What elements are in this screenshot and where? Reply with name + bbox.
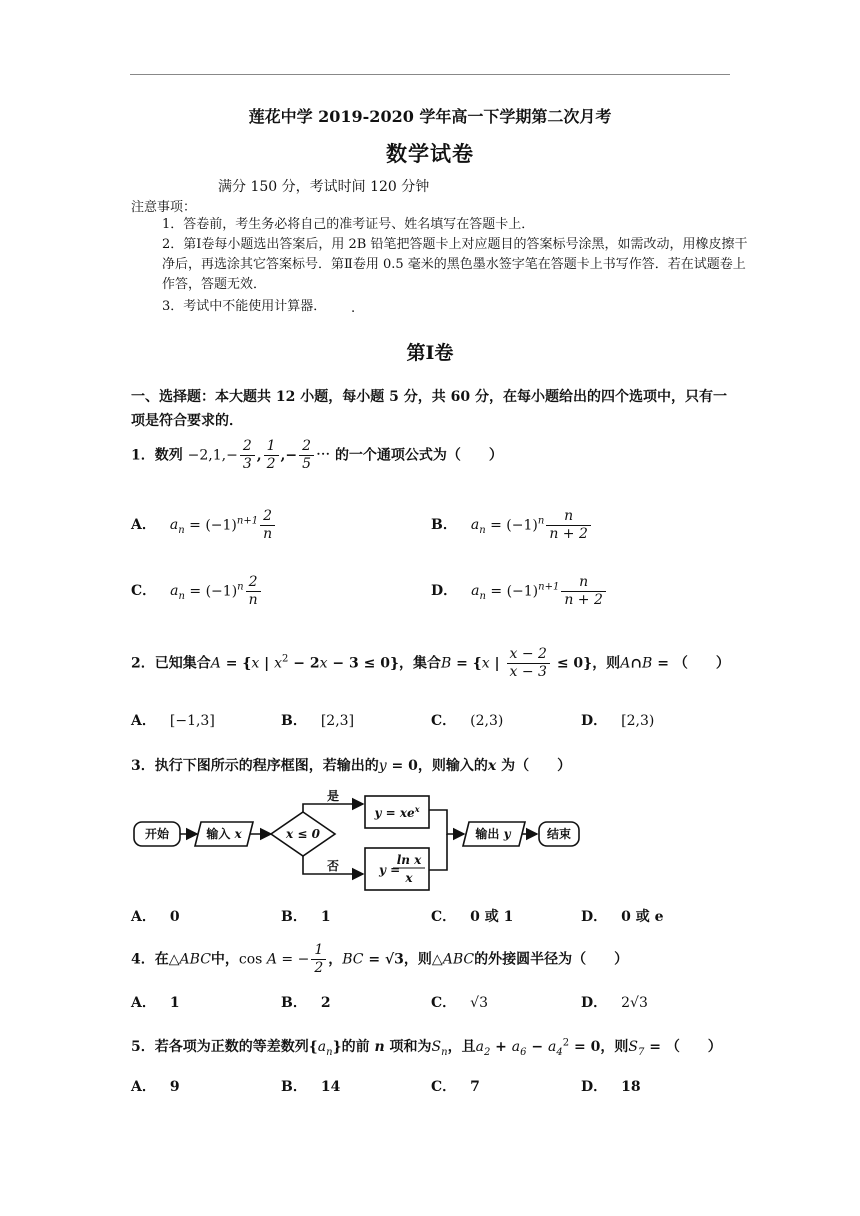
q2-option-b[interactable]: B． [2,3] <box>281 713 355 729</box>
flow-output-label: 输出 <box>475 827 500 841</box>
svg-text:y =: y = <box>379 863 401 877</box>
header-rule <box>130 74 730 75</box>
q4-option-a[interactable]: A． 1 <box>131 995 180 1011</box>
q3-option-b[interactable]: B． 1 <box>281 909 331 925</box>
flow-condition-label: x ≤ 0 <box>286 827 320 841</box>
question-4: 4．在△ABC中，cos A = − $\frac{1}{2}$ ，BC = √3，则△ABC的外接圆半径为（ ） <box>131 942 629 976</box>
q1-option-c[interactable]: C． $a_n = (-1)^n$ $\frac{2}{n}$ <box>131 574 263 609</box>
note-item: 2．第Ⅰ卷每小题选出答案后，用 2B 铅笔把答题卡上对应题目的答案标号涂黑，如需改动，用橡皮擦干净后，再选涂其它答案标号．第Ⅱ卷用 0.5 毫米的黑色墨水签字笔在答题卡上书写作答．若在试题卷上作答，答题无效． <box>162 237 748 292</box>
q5-option-c[interactable]: C． 7 <box>431 1079 480 1095</box>
question-2: 2．已知集合A = {x | $x^2 - 2x - 3 \le 0$}，集合B = {x | $\frac{x - 2}{x - 3}$ ≤ 0}，则A∩B = （ ） <box>131 646 730 680</box>
svg-text:y = xex: $y = xe^x$ <box>374 804 420 820</box>
flow-yes-formula: y = xe <box>374 806 415 820</box>
notes-heading: 注意事项： <box>131 200 197 215</box>
q4-option-d[interactable]: D． 2√3 <box>581 995 648 1011</box>
exam-subtitle: 数学试卷 <box>386 141 474 166</box>
question-3: 3．执行下图所示的程序框图，若输出的y = 0，则输入的x 为（ ） <box>131 758 572 774</box>
q3-option-a[interactable]: A． 0 <box>131 909 180 925</box>
q5-option-a[interactable]: A． 9 <box>131 1079 180 1095</box>
flow-input-label: 输入 <box>206 827 231 841</box>
q1-option-a[interactable]: A． $a_n = (-1)^{n+1}$ $\frac{2}{n}$ <box>131 508 277 543</box>
note-item: 1．答卷前，考生务必将自己的准考证号、姓名填写在答题卡上． <box>162 217 535 232</box>
q3-option-c[interactable]: C． 0 或 1 <box>431 909 514 925</box>
note-item: 3．考试中不能使用计算器． <box>162 299 327 314</box>
q2-option-a[interactable]: A． [−1,3] <box>131 713 215 729</box>
program-flowchart <box>131 784 581 894</box>
q4-option-b[interactable]: B． 2 <box>281 995 331 1011</box>
flow-yes-label: 是 <box>327 789 340 803</box>
q1-option-b[interactable]: B． $a_n = (-1)^n$ $\frac{n}{n + 2}$ <box>431 508 593 543</box>
stray-mark: . <box>351 301 356 316</box>
flow-start-label: 开始 <box>144 827 170 841</box>
score-info: 满分 150 分，考试时间 120 分钟 <box>218 179 430 195</box>
q5-option-d[interactable]: D． 18 <box>581 1079 641 1095</box>
exam-title: 莲花中学 2019-2020 学年高一下学期第二次月考 <box>248 107 612 126</box>
section-heading: 一、选择题：本大题共 12 小题，每小题 5 分，共 60 分，在每小题给出的四个选项中，只有一项是符合要求的． <box>131 389 727 429</box>
flow-no-denominator: x <box>405 871 413 885</box>
q4-option-c[interactable]: C． √3 <box>431 995 488 1011</box>
flow-end-label: 结束 <box>546 827 572 841</box>
q3-option-d[interactable]: D． 0 或 e <box>581 909 664 925</box>
flow-no-numerator: ln x <box>396 853 422 867</box>
q1-option-d[interactable]: D． $a_n = (-1)^{n+1}$ $\frac{n}{n + 2}$ <box>431 574 608 609</box>
svg-text:输入 x: 输入 x <box>206 827 242 841</box>
volume-heading: 第Ⅰ卷 <box>406 342 454 364</box>
question-5: 5．若各项为正数的等差数列$\{a_n\}$的前 n 项和为$S_n$，且$a_2 + a_6 - a_4^2 = 0$，则$S_7$ = （ ） <box>131 1037 722 1058</box>
flow-no-label: 否 <box>327 859 340 873</box>
question-1: 1．数列 −2,1,− $\frac{2}{3}$ , $\frac{1}{2}$ ,− $\frac{2}{5}$ ⋯ 的一个通项公式为（ ） <box>131 438 503 472</box>
q2-option-c[interactable]: C． (2,3) <box>431 713 504 729</box>
svg-text:输出 y: 输出 y <box>475 827 511 841</box>
q2-option-d[interactable]: D． [2,3) <box>581 713 655 729</box>
q5-option-b[interactable]: B． 14 <box>281 1079 341 1095</box>
